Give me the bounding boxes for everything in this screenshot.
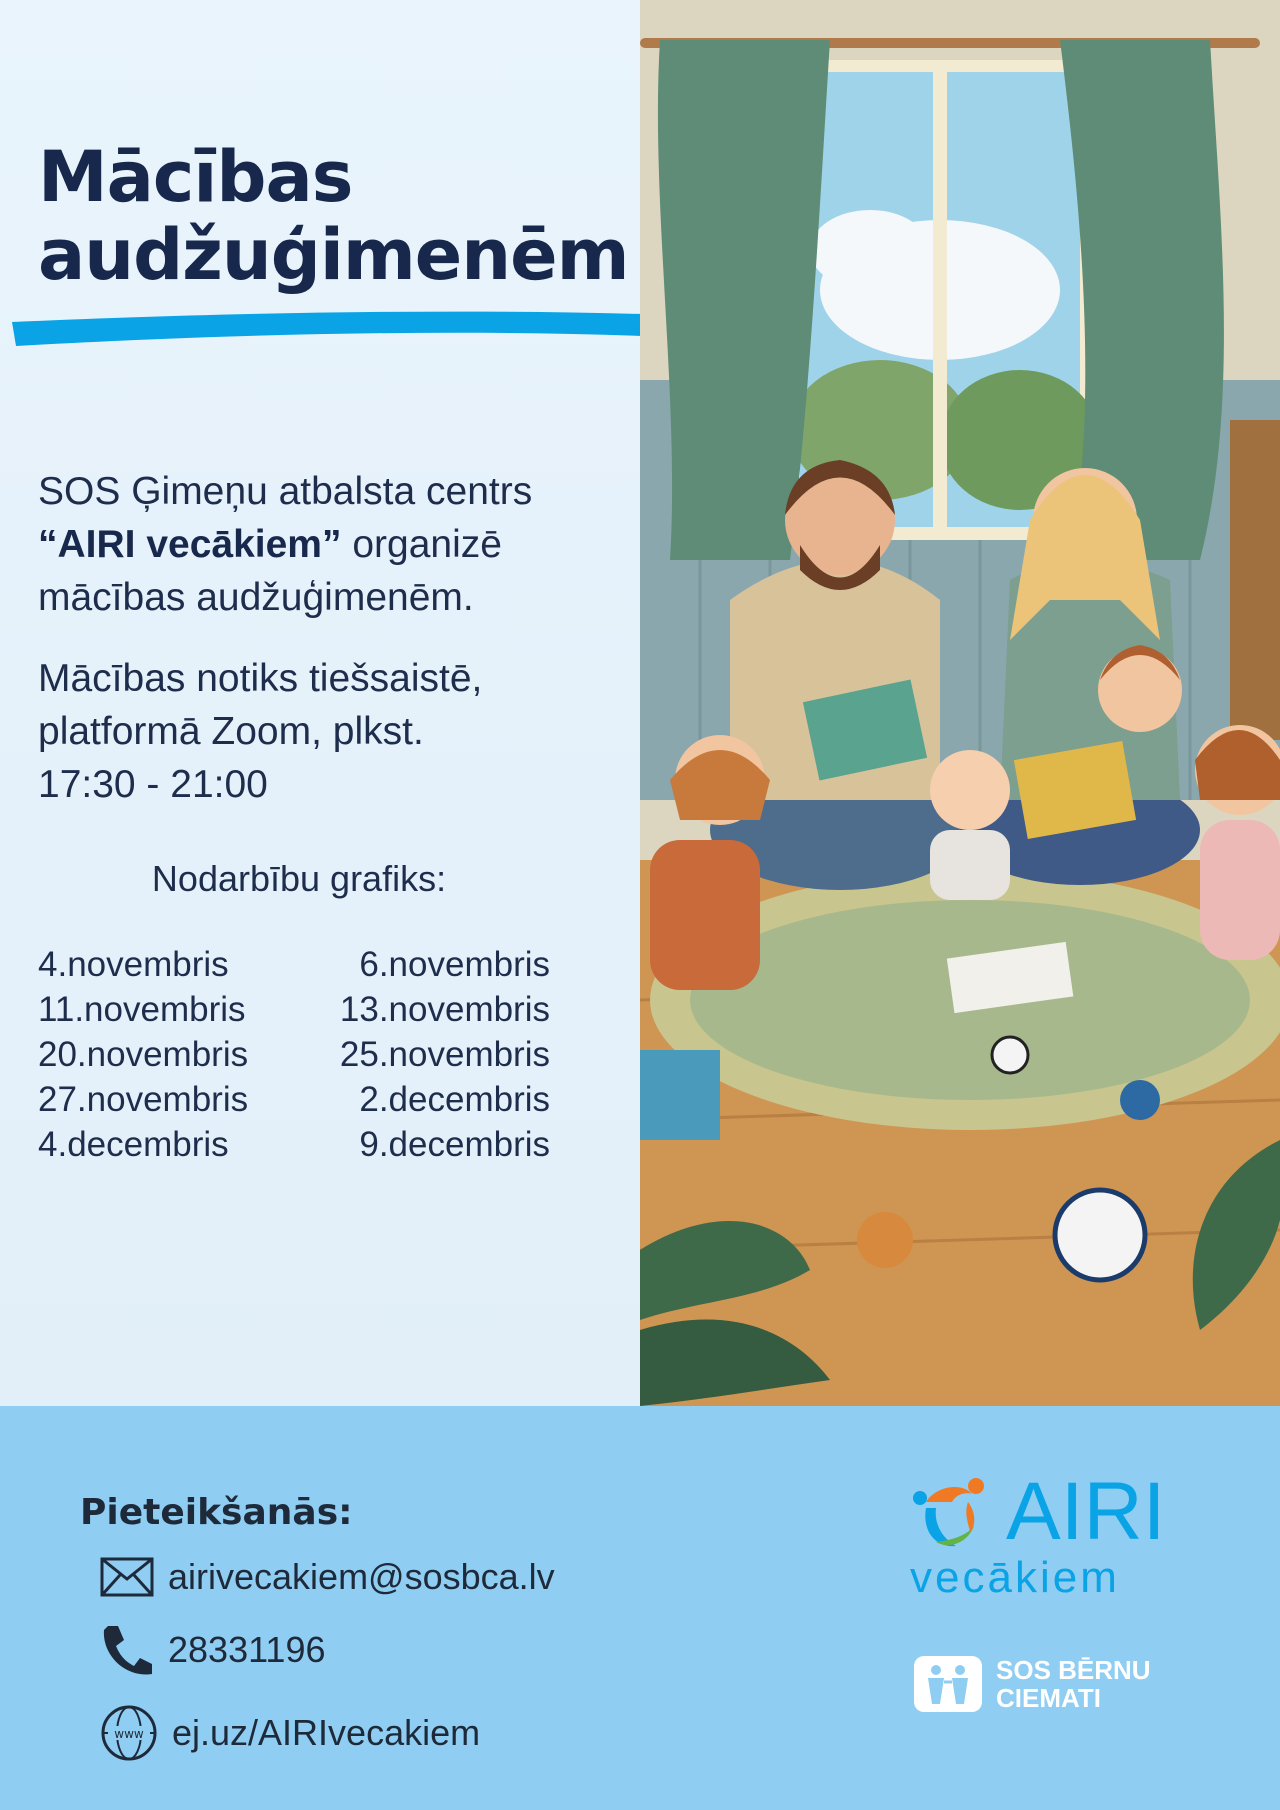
airi-vecakiem-logo: [906, 1466, 1196, 1602]
date-left: 27.novembris: [38, 1080, 249, 1119]
schedule-dates: [38, 942, 550, 1167]
training-info: [38, 652, 618, 811]
training-text: Mācības notiks tiešsaistē, platformā Zoom, plkst.: [38, 657, 483, 753]
airi-figure-icon: [906, 1472, 990, 1556]
email-contact[interactable]: [100, 1556, 555, 1598]
schedule-row: [38, 1122, 550, 1167]
schedule-row: [38, 942, 550, 987]
title-line-1: Mācības: [38, 136, 353, 218]
phone-contact[interactable]: [100, 1622, 326, 1678]
page-title: [38, 138, 638, 294]
date-left: 4.decembris: [38, 1125, 229, 1164]
illustration-art: [640, 0, 1280, 1406]
sos-bernu-ciemati-logo: [914, 1652, 1194, 1722]
title-line-2: audžuģimenēm: [38, 214, 629, 296]
airi-subtitle: vecākiem: [910, 1553, 1120, 1602]
phone-icon: [100, 1622, 154, 1678]
date-right: 6.novembris: [359, 945, 550, 984]
envelope-icon: [100, 1557, 154, 1597]
sos-wordmark: [996, 1656, 1151, 1712]
training-time: 17:30 - 21:00: [38, 763, 268, 806]
website-contact[interactable]: [100, 1704, 480, 1762]
intro-prefix: SOS Ģimeņu atbalsta centrs: [38, 470, 533, 513]
sos-line-2: CIEMATI: [996, 1683, 1101, 1713]
svg-text:www: www: [114, 1727, 144, 1741]
date-right: 13.novembris: [339, 990, 550, 1029]
date-right: 25.novembris: [339, 1035, 550, 1074]
phone-number[interactable]: 28331196: [168, 1629, 326, 1670]
intro-paragraph: [38, 465, 618, 624]
family-reading-illustration: [640, 0, 1280, 1406]
registration-footer: [0, 1406, 1280, 1810]
registration-title: Pieteikšanās:: [80, 1492, 353, 1533]
date-right: 9.decembris: [359, 1125, 550, 1164]
schedule-row: [38, 1032, 550, 1077]
sos-line-1: SOS BĒRNU: [996, 1655, 1151, 1685]
date-left: 11.novembris: [38, 990, 246, 1029]
schedule-title: Nodarbību grafiks:: [151, 858, 447, 899]
airi-wordmark: AIRI: [1006, 1466, 1166, 1557]
sos-children-icon: [914, 1656, 982, 1712]
globe-www-icon: [100, 1704, 158, 1762]
schedule-row: [38, 987, 550, 1032]
title-underline-swoosh: [12, 300, 642, 350]
date-left: 20.novembris: [38, 1035, 249, 1074]
center-name: “AIRI vecākiem”: [38, 523, 342, 566]
date-left: 4.novembris: [38, 945, 229, 984]
schedule-row: [38, 1077, 550, 1122]
info-panel: [0, 0, 640, 1406]
date-right: 2.decembris: [359, 1080, 550, 1119]
intro-suffix: organizē mācības audžuģimenēm.: [38, 523, 502, 619]
email-address[interactable]: airivecakiem@sosbca.lv: [168, 1556, 555, 1597]
website-url[interactable]: ej.uz/AIRIvecakiem: [172, 1712, 481, 1753]
